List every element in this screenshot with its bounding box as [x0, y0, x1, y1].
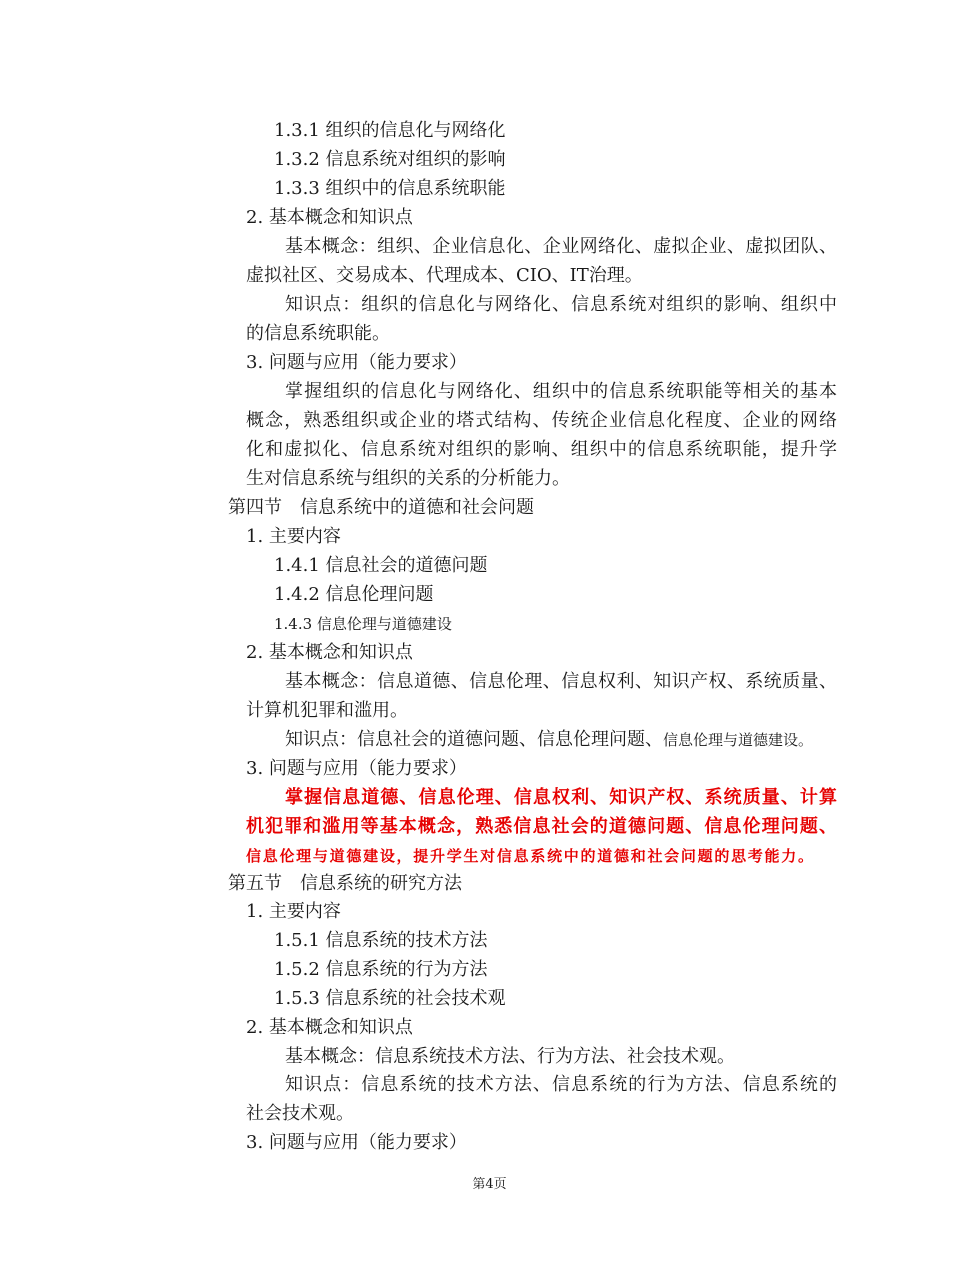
- toc-item: 1.5.2 信息系统的行为方法: [274, 959, 488, 980]
- paragraph-line: 知识点：信息系统的技术方法、信息系统的行为方法、信息系统的: [285, 1074, 837, 1095]
- paragraph-line: 化和虚拟化、信息系统对组织的影响、组织中的信息系统职能，提升学: [246, 439, 837, 460]
- subheading-main-content: 1. 主要内容: [246, 901, 341, 922]
- paragraph-line: 虚拟社区、交易成本、代理成本、CIO、IT治理。: [246, 265, 643, 286]
- subheading-application: 3. 问题与应用（能力要求）: [246, 1132, 467, 1153]
- knowledge-text-small: 信息伦理与道德建设。: [663, 731, 814, 749]
- section-title: 第四节 信息系统中的道德和社会问题: [228, 497, 534, 518]
- toc-item: 1.5.1 信息系统的技术方法: [274, 930, 488, 951]
- subheading-concepts: 2. 基本概念和知识点: [246, 642, 413, 663]
- paragraph-line: 的信息系统职能。: [246, 323, 390, 344]
- knowledge-text: 知识点：信息社会的道德问题、信息伦理问题、: [285, 729, 663, 750]
- toc-item: 1.5.3 信息系统的社会技术观: [274, 988, 506, 1009]
- paragraph-line: 基本概念：组织、企业信息化、企业网络化、虚拟企业、虚拟团队、: [285, 236, 837, 257]
- page-number: 第4页: [472, 1177, 507, 1192]
- paragraph-line: 基本概念：信息道德、信息伦理、信息权利、知识产权、系统质量、: [285, 671, 837, 692]
- emphasis-line: 机犯罪和滥用等基本概念，熟悉信息社会的道德问题、信息伦理问题、: [246, 816, 837, 837]
- paragraph-line: 生对信息系统与组织的关系的分析能力。: [246, 468, 570, 489]
- toc-item: 1.4.1 信息社会的道德问题: [274, 555, 488, 576]
- toc-item: 1.4.2 信息伦理问题: [274, 584, 434, 605]
- emphasis-line: 信息伦理与道德建设，提升学生对信息系统中的道德和社会问题的思考能力。: [246, 847, 813, 865]
- toc-item: 1.3.3 组织中的信息系统职能: [274, 178, 506, 199]
- paragraph-line: 基本概念：信息系统技术方法、行为方法、社会技术观。: [285, 1046, 735, 1067]
- emphasis-line: 掌握信息道德、信息伦理、信息权利、知识产权、系统质量、计算: [285, 787, 837, 808]
- subheading-main-content: 1. 主要内容: [246, 526, 341, 547]
- paragraph-line: 知识点：组织的信息化与网络化、信息系统对组织的影响、组织中: [285, 294, 837, 315]
- paragraph-line: 计算机犯罪和滥用。: [246, 700, 408, 721]
- subheading-application: 3. 问题与应用（能力要求）: [246, 758, 467, 779]
- subheading-application: 3. 问题与应用（能力要求）: [246, 352, 467, 373]
- paragraph-line: 社会技术观。: [246, 1103, 354, 1124]
- toc-item: 1.4.3 信息伦理与道德建设: [274, 615, 452, 633]
- toc-item: 1.3.1 组织的信息化与网络化: [274, 120, 506, 141]
- paragraph-line: 掌握组织的信息化与网络化、组织中的信息系统职能等相关的基本: [285, 381, 837, 402]
- section-title: 第五节 信息系统的研究方法: [228, 873, 462, 894]
- paragraph-line: 概念，熟悉组织或企业的塔式结构、传统企业信息化程度、企业的网络: [246, 410, 837, 431]
- toc-item: 1.3.2 信息系统对组织的影响: [274, 149, 506, 170]
- subheading-concepts: 2. 基本概念和知识点: [246, 1017, 413, 1038]
- subheading-concepts: 2. 基本概念和知识点: [246, 207, 413, 228]
- paragraph-line: [285, 728, 813, 752]
